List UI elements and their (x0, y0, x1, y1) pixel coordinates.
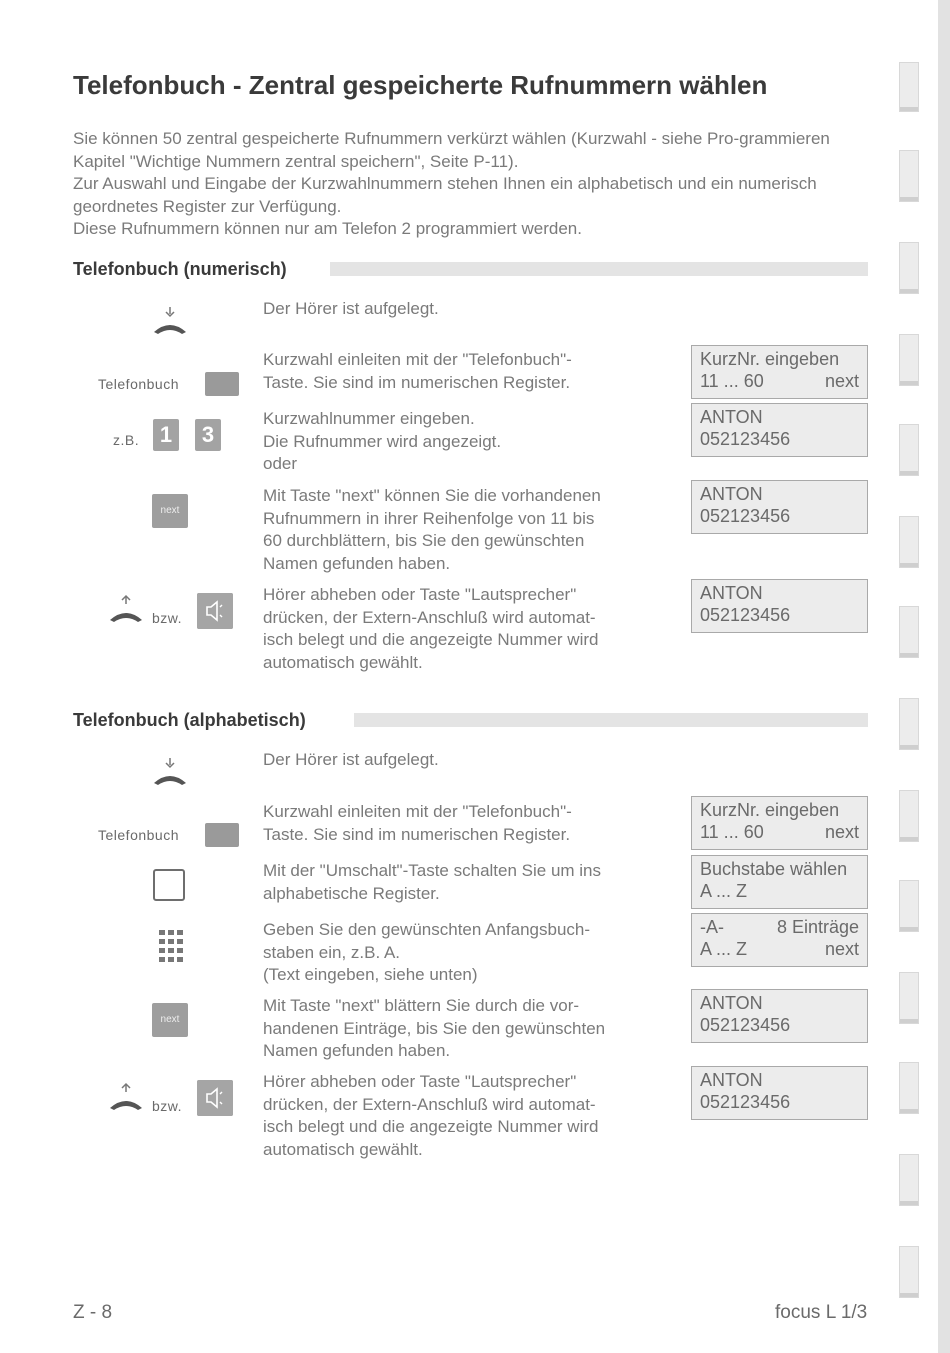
display-text: 052123456 (700, 1015, 791, 1035)
model-name: focus L 1/3 (775, 1302, 868, 1323)
lcd-display (691, 913, 868, 967)
section-bar (354, 713, 868, 727)
key-label-bzw: bzw. (152, 1098, 183, 1114)
key-label-telefonbuch: Telefonbuch (98, 827, 180, 843)
register-tab (899, 880, 919, 932)
step-line: 60 durchblättern, bis Sie den gewünschten (263, 531, 585, 550)
register-tab (899, 698, 919, 750)
intro-paragraph: Zur Auswahl und Eingabe der Kurzwahlnummern stehen Ihnen ein alphabetisch und ein numerisch geordnetes Register zur Verfügung. (73, 174, 817, 216)
step-text (263, 995, 683, 1063)
register-tab (899, 334, 919, 386)
display-text: A ... Z (700, 881, 748, 901)
register-tab (899, 62, 919, 112)
digit-key-1[interactable]: 1 (153, 419, 179, 451)
display-text: KurzNr. eingeben (700, 349, 840, 369)
step-text (263, 408, 683, 476)
lcd-display (691, 855, 868, 909)
register-tab (899, 790, 919, 842)
step-text (263, 349, 683, 394)
step-text (263, 1071, 683, 1161)
step-line: Der Hörer ist aufgelegt. (263, 299, 439, 318)
key-label-zb: z.B. (113, 432, 140, 448)
step-line: alphabetische Register. (263, 883, 440, 903)
step-line: Die Rufnummer wird angezeigt. (263, 431, 502, 451)
keypad-icon[interactable] (159, 930, 183, 962)
shift-key[interactable] (153, 869, 185, 901)
display-text: next (824, 939, 859, 959)
register-tab (899, 242, 919, 294)
step-line: isch belegt und die angezeigte Nummer wird (263, 1117, 599, 1136)
step-line: isch belegt und die angezeigte Nummer wird (263, 630, 599, 649)
display-text: ANTON (700, 1070, 763, 1090)
key-label-telefonbuch: Telefonbuch (98, 376, 180, 392)
lcd-display (691, 403, 868, 457)
page-number: Z - 8 (73, 1302, 113, 1323)
lcd-display (691, 480, 868, 534)
next-key[interactable]: next (152, 1003, 188, 1037)
intro-text (73, 128, 883, 241)
step-line: automatisch gewählt. (263, 652, 423, 672)
step-line: drücken, der Extern-Anschluß wird automat- (263, 607, 596, 627)
step-line: drücken, der Extern-Anschluß wird automat- (263, 1094, 596, 1114)
step-line: automatisch gewählt. (263, 1139, 423, 1159)
next-key[interactable]: next (152, 494, 188, 528)
step-text (263, 298, 683, 321)
register-tab (899, 1154, 919, 1206)
step-text (263, 584, 683, 674)
step-line: Mit Taste "next" blättern Sie durch die vor- (263, 996, 580, 1015)
telefonbuch-key[interactable] (205, 372, 239, 396)
display-text: ANTON (700, 583, 763, 603)
display-text: next (824, 371, 859, 391)
display-text: KurzNr. eingeben (700, 800, 840, 820)
intro-paragraph: Sie können 50 zentral gespeicherte Rufnummern verkürzt wählen (Kurzwahl - siehe Pro-grammieren Kapitel "Wichtige Nummern zentral speichern", Seite P-11). (73, 129, 830, 171)
step-line: Mit Taste "next" können Sie die vorhandenen (263, 486, 601, 505)
display-text: ANTON (700, 407, 763, 427)
digit-key-3[interactable]: 3 (195, 419, 221, 451)
step-line: oder (263, 454, 298, 473)
register-tab (899, 1062, 919, 1114)
register-tab (899, 1246, 919, 1298)
step-line: Hörer abheben oder Taste "Lautsprecher" (263, 1072, 577, 1091)
display-text: 052123456 (700, 506, 791, 526)
lcd-display (691, 579, 868, 633)
step-text (263, 860, 683, 905)
register-tab (899, 516, 919, 568)
display-text: ANTON (700, 484, 763, 504)
display-text: A ... Z (700, 939, 748, 959)
step-line: Namen gefunden haben. (263, 553, 451, 573)
register-tab (899, 972, 919, 1024)
step-line: Der Hörer ist aufgelegt. (263, 750, 439, 769)
step-text (263, 485, 683, 575)
handset-down-icon (150, 757, 190, 787)
step-line: handenen Einträge, bis Sie den gewünschten (263, 1018, 606, 1038)
display-text: 052123456 (700, 1092, 791, 1112)
step-line: Geben Sie den gewünschten Anfangsbuch- (263, 920, 591, 939)
page-edge (938, 0, 950, 1353)
step-text (263, 919, 683, 987)
speaker-icon[interactable] (197, 593, 233, 629)
section-heading-alphabetisch: Telefonbuch (alphabetisch) (73, 710, 306, 730)
handset-down-icon (150, 306, 190, 336)
step-line: Hörer abheben oder Taste "Lautsprecher" (263, 585, 577, 604)
lcd-display (691, 1066, 868, 1120)
step-line: Taste. Sie sind im numerischen Register. (263, 824, 571, 844)
register-tab (899, 606, 919, 658)
handset-up-icon (106, 594, 146, 624)
intro-paragraph: Diese Rufnummern können nur am Telefon 2 programmiert werden. (73, 219, 582, 238)
display-text: 11 ... 60 (700, 371, 764, 391)
step-line: Rufnummern in ihrer Reihenfolge von 11 bis (263, 508, 595, 528)
lcd-display (691, 796, 868, 850)
display-text: next (824, 822, 859, 842)
register-tab (899, 424, 919, 476)
speaker-icon[interactable] (197, 1080, 233, 1116)
lcd-display (691, 989, 868, 1043)
step-line: Kurzwahl einleiten mit der "Telefonbuch"- (263, 802, 572, 821)
register-tab (899, 150, 919, 202)
step-line: Namen gefunden haben. (263, 1041, 451, 1060)
display-text: 11 ... 60 (700, 822, 764, 842)
display-text: 052123456 (700, 429, 791, 449)
display-text: -A- (700, 917, 724, 937)
page-title: Telefonbuch - Zentral gespeicherte Rufnummern wählen (73, 70, 768, 100)
telefonbuch-key[interactable] (205, 823, 239, 847)
step-line: staben ein, z.B. A. (263, 942, 401, 962)
lcd-display (691, 345, 868, 399)
section-heading-numerisch: Telefonbuch (numerisch) (73, 259, 287, 279)
step-line: Taste. Sie sind im numerischen Register. (263, 372, 571, 392)
display-text: ANTON (700, 993, 763, 1013)
handset-up-icon (106, 1082, 146, 1112)
step-line: (Text eingeben, siehe unten) (263, 965, 478, 984)
step-line: Mit der "Umschalt"-Taste schalten Sie um ins (263, 861, 602, 880)
section-bar (330, 262, 868, 276)
display-text: 8 Einträge (776, 917, 859, 937)
step-line: Kurzwahl einleiten mit der "Telefonbuch"- (263, 350, 572, 369)
display-text: 052123456 (700, 605, 791, 625)
display-text: Buchstabe wählen (700, 859, 848, 879)
step-text (263, 749, 683, 772)
step-text (263, 801, 683, 846)
step-line: Kurzwahlnummer eingeben. (263, 409, 475, 428)
key-label-bzw: bzw. (152, 610, 183, 626)
